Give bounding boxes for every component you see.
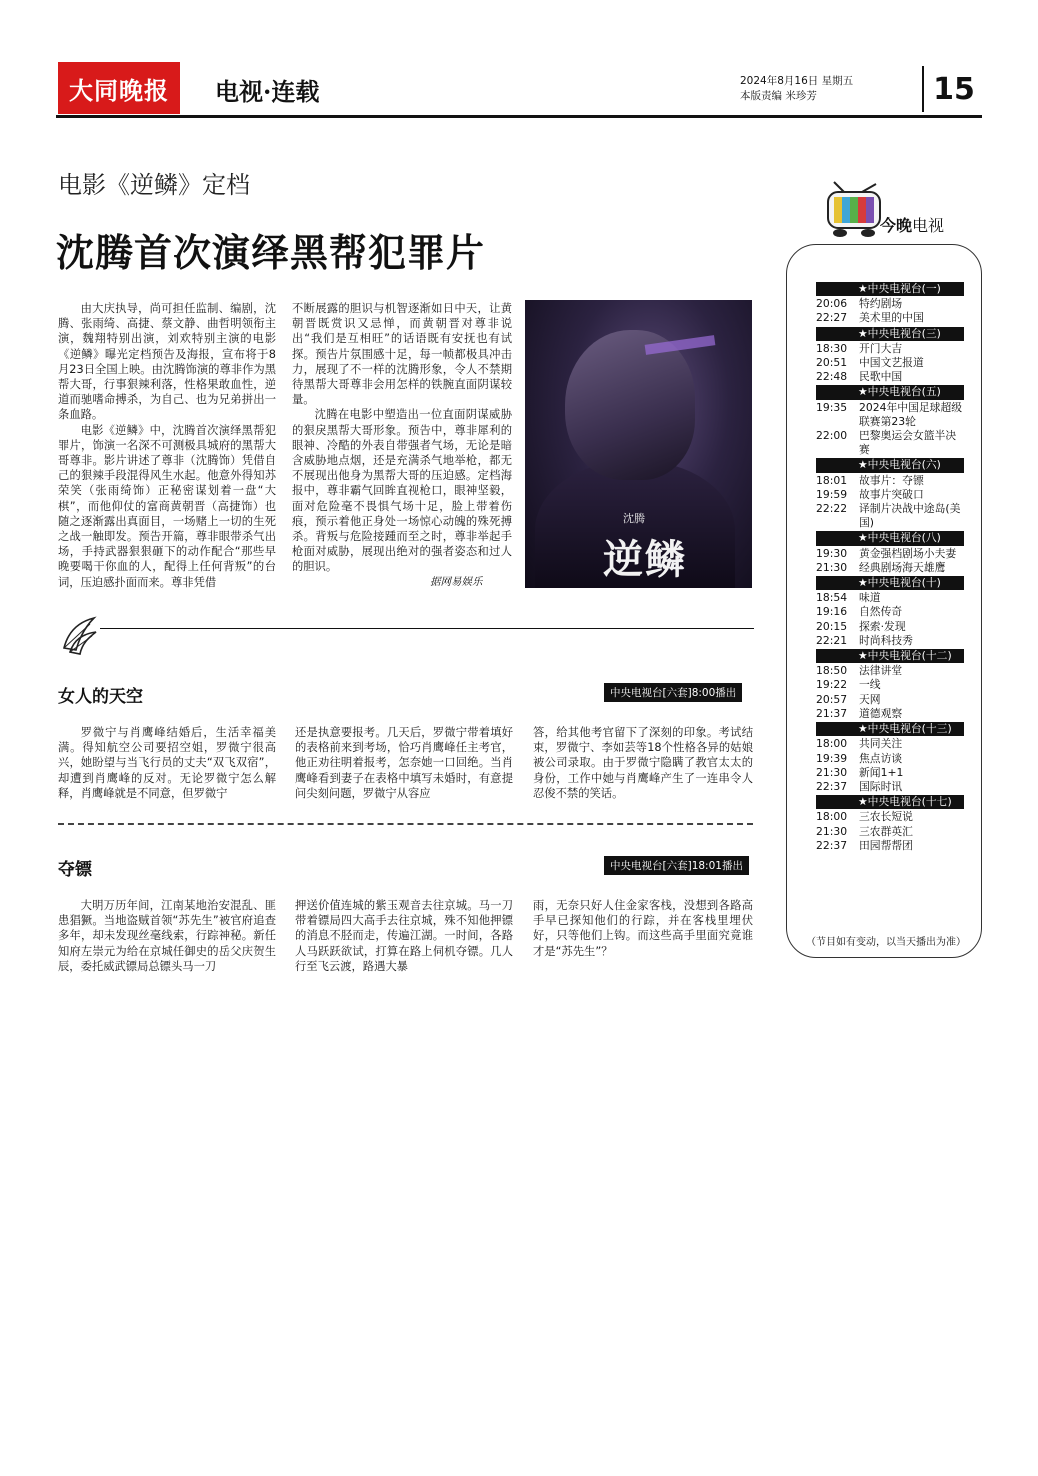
feature-headline: 沈腾首次演绎黑帮犯罪片 xyxy=(56,230,486,275)
tv-program-row xyxy=(816,664,964,678)
tv-schedule xyxy=(816,281,964,853)
tv-program-time: 18:01 xyxy=(816,473,848,487)
tv-program-title: 味道 xyxy=(859,591,881,605)
tv-program-row xyxy=(816,474,964,488)
tv-program-title: 三农群英汇 xyxy=(859,824,913,838)
story-column xyxy=(58,725,276,801)
tv-program-row xyxy=(816,780,964,794)
tv-program-row xyxy=(816,634,964,648)
feature-kicker: 电影《逆鳞》定档 xyxy=(58,171,250,199)
tv-channel-header: ★中央电视台(十七) xyxy=(816,795,964,809)
tv-program-row xyxy=(816,370,964,384)
tv-program-row xyxy=(816,401,964,429)
broadcast-tag: 中央电视台[六套]8:00播出 xyxy=(604,683,742,702)
poster-title: 逆鳞 xyxy=(603,536,687,583)
tv-program-row xyxy=(816,297,964,311)
tv-channel-header: ★中央电视台(八) xyxy=(816,531,964,545)
feature-paragraph: 由大庆执导，尚可担任监制、编剧，沈腾、张雨绮、高捷、蔡文静、曲哲明领衔主演，魏翔特别出演，刘欢特别主演的电影《逆鳞》曝光定档预告及海报，宣布将于8月23日全国上映。由沈腾饰演的尊非作为黑帮大哥，行事狠辣利落，性格果敢血性，逆道而驰嗜命搏杀，为自己、也为兄弟拼出一条血路。 xyxy=(58,302,276,422)
tv-program-title: 民歌中国 xyxy=(859,370,903,384)
tv-program-time: 19:59 xyxy=(816,487,848,501)
tv-program-row xyxy=(816,547,964,561)
story-paragraph: 大明万历年间，江南某地治安混乱、匪患猖獗。当地盗贼首领“苏先生”被官府追查多年，却未发现丝毫线索，行踪神秘。新任知府左崇元为给在京城任御史的岳父庆贺生辰，委托威武镖局总镖头马一刀 xyxy=(58,899,276,973)
header-rule xyxy=(56,115,982,118)
tv-channel-header: ★中央电视台(十二) xyxy=(816,649,964,663)
issue-editor: 本版责编 米珍芳 xyxy=(740,90,817,102)
tv-program-row xyxy=(816,678,964,692)
tv-program-title: 共同关注 xyxy=(859,737,903,751)
tv-program-title: 美术里的中国 xyxy=(859,311,924,325)
tv-program-row xyxy=(816,561,964,575)
feature-paragraph: 沈腾在电影中塑造出一位直面阴谋威胁的狠戾黑帮大哥形象。预告中，尊非犀利的眼神、冷酷的外表自带强者气场，无论是暗含威胁地点烟，还是充满杀气地举枪，都无不展现出他身为黑帮大哥的压迫感。定档海报中，尊非霸气回眸直视枪口，眼神坚毅，面对危险毫不畏惧气场十足，脸上带着伤痕，预示着他正身处一场惊心动魄的殊死搏杀。背叛与危险接踵而至之时，尊非举起手枪面对威胁，展现出绝对的强者姿态和过人的胆识。 xyxy=(292,408,512,574)
tv-program-row xyxy=(816,737,964,751)
tv-program-title: 田园帮帮团 xyxy=(859,838,913,852)
issue-date: 2024年8月16日 星期五 xyxy=(740,75,854,87)
tv-program-row xyxy=(816,342,964,356)
tv-channel-header: ★中央电视台(三) xyxy=(816,327,964,341)
tv-program-row xyxy=(816,825,964,839)
tv-program-time: 22:00 xyxy=(816,429,848,443)
story-column xyxy=(295,725,513,801)
story-title: 夺镖 xyxy=(58,860,92,880)
story-column xyxy=(533,898,753,959)
story-paragraph: 雨，无奈只好人住金家客栈，没想到各路高手早已探知他们的行踪，并在客栈里埋伏好，只等他们上钩。而这些高手里面究竟谁才是“苏先生”？ xyxy=(533,899,753,958)
tv-program-title: 巴黎奥运会女篮半决赛 xyxy=(859,429,957,457)
tv-program-row xyxy=(816,752,964,766)
tv-heading-strong: 今晚 xyxy=(880,216,913,235)
tv-program-time: 20:57 xyxy=(816,692,848,706)
page-number: 15 xyxy=(922,66,984,112)
poster-figure-head xyxy=(565,330,695,480)
tv-program-title: 故事片突破口 xyxy=(859,487,924,501)
tv-program-time: 18:00 xyxy=(816,737,848,751)
story-paragraph: 答，给其他考官留下了深刻的印象。考试结束，罗微宁、李如芸等18个性格各异的姑娘被公司录取。由于罗微宁隐瞒了教官太太的身份，工作中她与肖鹰峰产生了一连串令人忍俊不禁的笑话。 xyxy=(533,726,753,800)
section-title: 电视·连载 xyxy=(215,77,320,106)
tv-program-time: 18:54 xyxy=(816,591,848,605)
tv-channel-header: ★中央电视台(五) xyxy=(816,385,964,399)
tv-program-time: 18:00 xyxy=(816,810,848,824)
tv-program-row xyxy=(816,311,964,325)
tv-program-title: 黄金强档剧场小夫妻 xyxy=(859,546,957,560)
tv-program-time: 22:21 xyxy=(816,633,848,647)
tv-program-row xyxy=(816,620,964,634)
tv-program-time: 19:35 xyxy=(816,400,848,414)
tv-program-title: 新闻1+1 xyxy=(859,765,904,779)
tv-program-time: 18:50 xyxy=(816,664,848,678)
tv-program-time: 19:39 xyxy=(816,751,848,765)
tv-program-title: 故事片：夺镖 xyxy=(859,473,924,487)
tv-program-time: 19:30 xyxy=(816,546,848,560)
tv-program-title: 译制片决战中途岛(美国) xyxy=(859,502,961,530)
story-paragraph: 押送价值连城的紫玉观音去往京城。马一刀带着镖局四大高手去往京城，殊不知他押镖的消息不胫而走，传遍江湖。一时间，各路人马跃跃欲试，打算在路上伺机夺镖。几人行至飞云渡，路遇大暴 xyxy=(295,899,513,973)
tv-program-title: 探索·发现 xyxy=(859,619,906,633)
tv-program-title: 国际时讯 xyxy=(859,779,903,793)
tv-program-time: 19:16 xyxy=(816,605,848,619)
tv-listing-heading xyxy=(880,213,944,236)
tv-program-time: 21:30 xyxy=(816,824,848,838)
broadcast-tag: 中央电视台[六套]18:01播出 xyxy=(604,856,749,875)
tv-set-icon xyxy=(822,180,886,238)
tv-program-time: 20:51 xyxy=(816,356,848,370)
tv-program-row xyxy=(816,810,964,824)
tv-channel-header: ★中央电视台(一) xyxy=(816,282,964,296)
tv-program-title: 2024年中国足球超级联赛第23轮 xyxy=(859,400,963,428)
poster-actor-name: 沈腾 xyxy=(623,512,645,525)
tv-program-time: 22:48 xyxy=(816,370,848,384)
feature-paragraph: 电影《逆鳞》中，沈腾首次演绎黑帮犯罪片，饰演一名深不可测极具城府的黑帮大哥尊非。影片讲述了尊非（沈腾饰）凭借自己的狠辣手段混得风生水起。他意外得知苏荣笑（张雨绮饰）正秘密谋划着一盘“大棋”，而他仰仗的富商黄朝晋（高捷饰）也随之逐渐露出真面目，一场赌上一切的生死之战一触即发。预告开篇，尊非眼带杀气出场，手持武器狠狠砸下的动作配合“那些早晚要喝干你血的人，配得上任何背叛”的台词，压迫感扑面而来。尊非凭借 xyxy=(58,423,276,589)
tv-program-title: 开门大吉 xyxy=(859,341,903,355)
tv-program-time: 22:37 xyxy=(816,838,848,852)
tv-program-time: 21:30 xyxy=(816,765,848,779)
tv-program-row xyxy=(816,693,964,707)
tv-program-time: 20:06 xyxy=(816,297,848,311)
story-title: 女人的天空 xyxy=(58,687,143,707)
section-divider xyxy=(100,628,754,629)
story-column xyxy=(58,898,276,974)
tv-program-title: 自然传奇 xyxy=(859,605,903,619)
tv-program-time: 21:37 xyxy=(816,706,848,720)
tv-program-time: 22:37 xyxy=(816,779,848,793)
tv-program-title: 三农长短说 xyxy=(859,810,913,824)
tv-program-time: 20:15 xyxy=(816,619,848,633)
feature-credit: 据网易娱乐 xyxy=(430,576,483,588)
tv-program-time: 18:30 xyxy=(816,341,848,355)
tv-program-row xyxy=(816,356,964,370)
tv-schedule-note: （节目如有变动，以当天播出为准） xyxy=(806,937,966,948)
tv-program-time: 22:22 xyxy=(816,502,848,516)
tv-program-row xyxy=(816,502,964,530)
tv-program-row xyxy=(816,488,964,502)
tv-program-time: 22:27 xyxy=(816,311,848,325)
tv-program-row xyxy=(816,591,964,605)
tv-program-title: 焦点访谈 xyxy=(859,751,903,765)
feature-column-2 xyxy=(292,301,512,575)
tv-program-title: 特约剧场 xyxy=(859,297,903,311)
tv-program-row xyxy=(816,605,964,619)
tv-channel-header: ★中央电视台(十) xyxy=(816,576,964,590)
story-column xyxy=(295,898,513,974)
tv-program-title: 时尚科技秀 xyxy=(859,633,913,647)
movie-poster xyxy=(525,300,752,588)
tv-program-title: 一线 xyxy=(859,678,881,692)
tv-program-title: 经典剧场海天雄鹰 xyxy=(859,560,946,574)
story-column xyxy=(533,725,753,801)
tv-program-title: 天网 xyxy=(859,692,881,706)
tv-program-title: 法律讲堂 xyxy=(859,664,903,678)
dashed-divider xyxy=(58,823,753,825)
story-paragraph: 罗微宁与肖鹰峰结婚后，生活幸福美满。得知航空公司要招空姐，罗微宁很高兴，她盼望与当飞行员的丈夫“双飞双宿”，却遭到肖鹰峰的反对。无论罗微宁怎么解释，肖鹰峰就是不同意，但罗微宁 xyxy=(58,726,276,800)
leaf-ornament-icon xyxy=(60,612,100,656)
tv-channel-header: ★中央电视台(十三) xyxy=(816,722,964,736)
tv-program-row xyxy=(816,766,964,780)
tv-program-row xyxy=(816,707,964,721)
tv-program-time: 19:22 xyxy=(816,678,848,692)
tv-program-title: 道德观察 xyxy=(859,706,903,720)
feature-column-1 xyxy=(58,301,276,590)
feature-paragraph: 不断展露的胆识与机智逐渐如日中天，让黄朝晋既赏识又忌惮，而黄朝晋对尊非说出“我们是互相旺”的话语既有安抚也有试探。预告片氛围感十足，每一帧都极具冲击力，展现了不一样的沈腾形象，令人不禁期待黑帮大哥尊非会用怎样的铁腕直面阴谋较量。 xyxy=(292,302,512,407)
story-paragraph: 还是执意要报考。几天后，罗微宁带着填好的表格前来到考场，恰巧肖鹰峰任主考官，他正劝往明着报考，怎奈她一口回绝。当肖鹰峰看到妻子在表格中填写未婚时，有意提问尖刻问题，罗微宁从容应 xyxy=(295,726,513,800)
tv-program-row xyxy=(816,429,964,457)
tv-channel-header: ★中央电视台(六) xyxy=(816,458,964,472)
tv-program-title: 中国文艺报道 xyxy=(859,356,924,370)
tv-program-time: 21:30 xyxy=(816,560,848,574)
masthead-logo: 大同晚报 xyxy=(58,62,180,114)
tv-heading-rest: 电视 xyxy=(912,216,945,235)
tv-program-row xyxy=(816,839,964,853)
